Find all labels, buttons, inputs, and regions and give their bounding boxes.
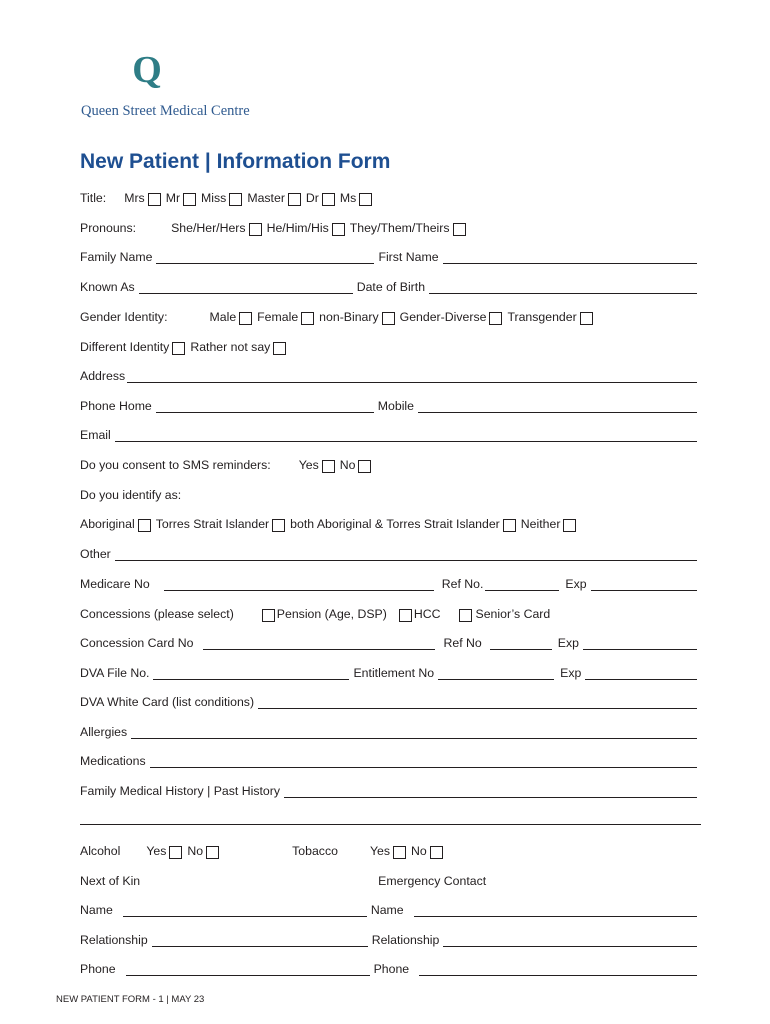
alcohol-no-checkbox[interactable] bbox=[206, 846, 219, 859]
pension-checkbox[interactable] bbox=[262, 609, 275, 622]
gender-row-2 bbox=[80, 336, 701, 354]
medications-field[interactable] bbox=[150, 756, 697, 768]
kin-name-label: Name bbox=[80, 903, 113, 917]
phone-home-label: Phone Home bbox=[80, 399, 152, 413]
name-row bbox=[80, 246, 701, 264]
title-ms-checkbox[interactable] bbox=[359, 193, 372, 206]
allergies-row bbox=[80, 721, 701, 739]
kin-relationship-field[interactable] bbox=[152, 935, 368, 947]
dva-white-card-label: DVA White Card (list conditions) bbox=[80, 695, 255, 709]
medicare-field[interactable] bbox=[164, 579, 434, 591]
mobile-label: Mobile bbox=[377, 399, 415, 413]
concession-card-field[interactable] bbox=[203, 638, 435, 650]
date-of-birth-field[interactable] bbox=[429, 282, 697, 294]
title-label: Title: bbox=[80, 191, 107, 205]
emergency-relationship-label: Relationship bbox=[371, 933, 440, 947]
family-history-row bbox=[80, 780, 701, 798]
concession-card-label: Concession Card No bbox=[80, 636, 194, 650]
concession-option-pension: Pension (Age, DSP) bbox=[276, 607, 387, 621]
dva-white-card-field[interactable] bbox=[258, 697, 697, 709]
email-label: Email bbox=[80, 428, 111, 442]
phone-home-field[interactable] bbox=[156, 401, 374, 413]
page-footer: NEW PATIENT FORM - 1 | MAY 23 bbox=[56, 994, 205, 1005]
gender-option-transgender: Transgender bbox=[507, 310, 577, 324]
allergies-field[interactable] bbox=[131, 727, 697, 739]
entitlement-label: Entitlement No bbox=[353, 666, 435, 680]
family-name-field[interactable] bbox=[156, 252, 374, 264]
form-title: New Patient | Information Form bbox=[80, 150, 391, 173]
title-miss-checkbox[interactable] bbox=[229, 193, 242, 206]
pronoun-they-checkbox[interactable] bbox=[453, 223, 466, 236]
dva-file-field[interactable] bbox=[153, 668, 349, 680]
medicare-exp-label: Exp bbox=[565, 577, 587, 591]
sms-label: Do you consent to SMS reminders: bbox=[80, 458, 271, 472]
tobacco-label: Tobacco bbox=[292, 844, 338, 858]
contact-phone-row bbox=[80, 958, 701, 976]
identify-option-neither: Neither bbox=[520, 517, 561, 531]
dva-exp-label: Exp bbox=[560, 666, 582, 680]
svg-text:Q: Q bbox=[132, 52, 162, 88]
emergency-phone-label: Phone bbox=[373, 962, 410, 976]
known-as-label: Known As bbox=[80, 280, 135, 294]
kin-phone-label: Phone bbox=[80, 962, 116, 976]
first-name-field[interactable] bbox=[443, 252, 697, 264]
title-option-dr: Dr bbox=[305, 191, 319, 205]
kin-name-field[interactable] bbox=[123, 905, 367, 917]
dva-exp-field[interactable] bbox=[585, 668, 697, 680]
pronoun-option-he: He/Him/His bbox=[266, 221, 329, 235]
identify-option-torres: Torres Strait Islander bbox=[155, 517, 270, 531]
medicare-ref-field[interactable] bbox=[485, 579, 559, 591]
concession-option-hcc: HCC bbox=[413, 607, 441, 621]
emergency-name-field[interactable] bbox=[414, 905, 697, 917]
emergency-relationship-field[interactable] bbox=[443, 935, 697, 947]
title-dr-checkbox[interactable] bbox=[322, 193, 335, 206]
address-label: Address bbox=[80, 369, 126, 383]
dva-file-label: DVA File No. bbox=[80, 666, 150, 680]
phone-row bbox=[80, 395, 701, 413]
alcohol-no-label: No bbox=[187, 844, 204, 858]
pronouns-row bbox=[80, 217, 701, 235]
title-option-mrs: Mrs bbox=[124, 191, 145, 205]
sms-row bbox=[80, 454, 701, 472]
next-of-kin-label: Next of Kin bbox=[80, 874, 141, 888]
contacts-heading-row bbox=[80, 870, 701, 888]
contact-relationship-row bbox=[80, 929, 701, 947]
address-field[interactable] bbox=[127, 371, 697, 383]
identify-label: Do you identify as: bbox=[80, 488, 182, 502]
clinic-name: Queen Street Medical Centre bbox=[81, 103, 250, 119]
sms-yes-label: Yes bbox=[298, 458, 319, 472]
identify-row bbox=[80, 484, 701, 502]
concession-exp-field[interactable] bbox=[583, 638, 697, 650]
tobacco-no-label: No bbox=[411, 844, 427, 858]
pronoun-he-checkbox[interactable] bbox=[332, 223, 345, 236]
gender-option-female: Female bbox=[257, 310, 299, 324]
gender-row bbox=[80, 306, 701, 324]
dva-file-row bbox=[80, 662, 701, 680]
family-history-label: Family Medical History | Past History bbox=[80, 784, 280, 798]
concession-card-row bbox=[80, 632, 701, 650]
known-as-row bbox=[80, 276, 701, 294]
pronouns-label: Pronouns: bbox=[80, 221, 137, 235]
title-master-checkbox[interactable] bbox=[288, 193, 301, 206]
hcc-checkbox[interactable] bbox=[399, 609, 412, 622]
gender-option-male: Male bbox=[209, 310, 237, 324]
title-option-mr: Mr bbox=[165, 191, 181, 205]
identify-torres-checkbox[interactable] bbox=[272, 519, 285, 532]
kin-phone-field[interactable] bbox=[126, 964, 370, 976]
gender-male-checkbox[interactable] bbox=[239, 312, 252, 325]
emergency-name-label: Name bbox=[370, 903, 404, 917]
medicare-ref-label: Ref No. bbox=[441, 577, 484, 591]
gender-label: Gender Identity: bbox=[80, 310, 168, 324]
concession-exp-label: Exp bbox=[557, 636, 579, 650]
pronoun-option-she: She/Her/Hers bbox=[171, 221, 246, 235]
gender-rather-not-checkbox[interactable] bbox=[273, 342, 286, 355]
alcohol-yes-label: Yes bbox=[146, 844, 167, 858]
first-name-label: First Name bbox=[378, 250, 439, 264]
medicare-row bbox=[80, 573, 701, 591]
concession-option-seniors: Senior’s Card bbox=[475, 607, 551, 621]
contact-name-row bbox=[80, 899, 701, 917]
email-field[interactable] bbox=[115, 430, 697, 442]
concession-ref-label: Ref No bbox=[443, 636, 482, 650]
kin-relationship-label: Relationship bbox=[80, 933, 148, 947]
identify-neither-checkbox[interactable] bbox=[563, 519, 576, 532]
medicare-label: Medicare No bbox=[80, 577, 150, 591]
tobacco-yes-label: Yes bbox=[369, 844, 391, 858]
pronoun-she-checkbox[interactable] bbox=[249, 223, 262, 236]
identify-option-both: both Aboriginal & Torres Strait Islander bbox=[290, 517, 500, 531]
sms-yes-checkbox[interactable] bbox=[322, 460, 335, 473]
concession-ref-field[interactable] bbox=[490, 638, 552, 650]
alcohol-label: Alcohol bbox=[80, 844, 121, 858]
mobile-field[interactable] bbox=[418, 401, 697, 413]
medications-label: Medications bbox=[80, 754, 146, 768]
other-field[interactable] bbox=[115, 549, 697, 561]
gender-diverse-checkbox[interactable] bbox=[489, 312, 502, 325]
title-mrs-checkbox[interactable] bbox=[148, 193, 161, 206]
gender-female-checkbox[interactable] bbox=[301, 312, 314, 325]
gender-option-different: Different Identity bbox=[80, 340, 170, 354]
email-row bbox=[80, 424, 701, 442]
title-option-miss: Miss bbox=[201, 191, 227, 205]
concessions-label: Concessions (please select) bbox=[80, 607, 234, 621]
entitlement-field[interactable] bbox=[438, 668, 554, 680]
title-row bbox=[80, 187, 701, 205]
family-history-field[interactable] bbox=[284, 786, 697, 798]
allergies-label: Allergies bbox=[80, 725, 128, 739]
sms-no-checkbox[interactable] bbox=[358, 460, 371, 473]
family-name-label: Family Name bbox=[80, 250, 153, 264]
known-as-field[interactable] bbox=[139, 282, 353, 294]
gender-transgender-checkbox[interactable] bbox=[580, 312, 593, 325]
alcohol-tobacco-row bbox=[80, 840, 701, 858]
other-row bbox=[80, 543, 701, 561]
alcohol-yes-checkbox[interactable] bbox=[169, 846, 182, 859]
title-option-ms: Ms bbox=[339, 191, 357, 205]
dva-white-card-row bbox=[80, 691, 701, 709]
seniors-card-checkbox[interactable] bbox=[459, 609, 472, 622]
identify-aboriginal-checkbox[interactable] bbox=[138, 519, 151, 532]
sms-no-label: No bbox=[339, 458, 356, 472]
emergency-contact-label: Emergency Contact bbox=[378, 874, 487, 888]
gender-different-checkbox[interactable] bbox=[172, 342, 185, 355]
tobacco-yes-checkbox[interactable] bbox=[393, 846, 406, 859]
other-label: Other bbox=[80, 547, 111, 561]
title-mr-checkbox[interactable] bbox=[183, 193, 196, 206]
pronoun-option-they: They/Them/Theirs bbox=[349, 221, 450, 235]
gender-nonbinary-checkbox[interactable] bbox=[382, 312, 395, 325]
gender-option-diverse: Gender-Diverse bbox=[399, 310, 487, 324]
identify-both-checkbox[interactable] bbox=[503, 519, 516, 532]
medicare-exp-field[interactable] bbox=[591, 579, 697, 591]
gender-option-rather-not: Rather not say bbox=[190, 340, 271, 354]
address-row bbox=[80, 365, 701, 383]
clinic-logo bbox=[129, 52, 165, 88]
title-option-master: Master bbox=[247, 191, 285, 205]
date-of-birth-label: Date of Birth bbox=[356, 280, 426, 294]
concessions-row bbox=[80, 603, 701, 621]
emergency-phone-field[interactable] bbox=[419, 964, 697, 976]
identify-options-row bbox=[80, 513, 701, 531]
family-history-extra-line[interactable] bbox=[80, 824, 701, 825]
gender-option-nonbinary: non-Binary bbox=[319, 310, 379, 324]
identify-option-aboriginal: Aboriginal bbox=[80, 517, 135, 531]
medications-row bbox=[80, 750, 701, 768]
tobacco-no-checkbox[interactable] bbox=[430, 846, 443, 859]
